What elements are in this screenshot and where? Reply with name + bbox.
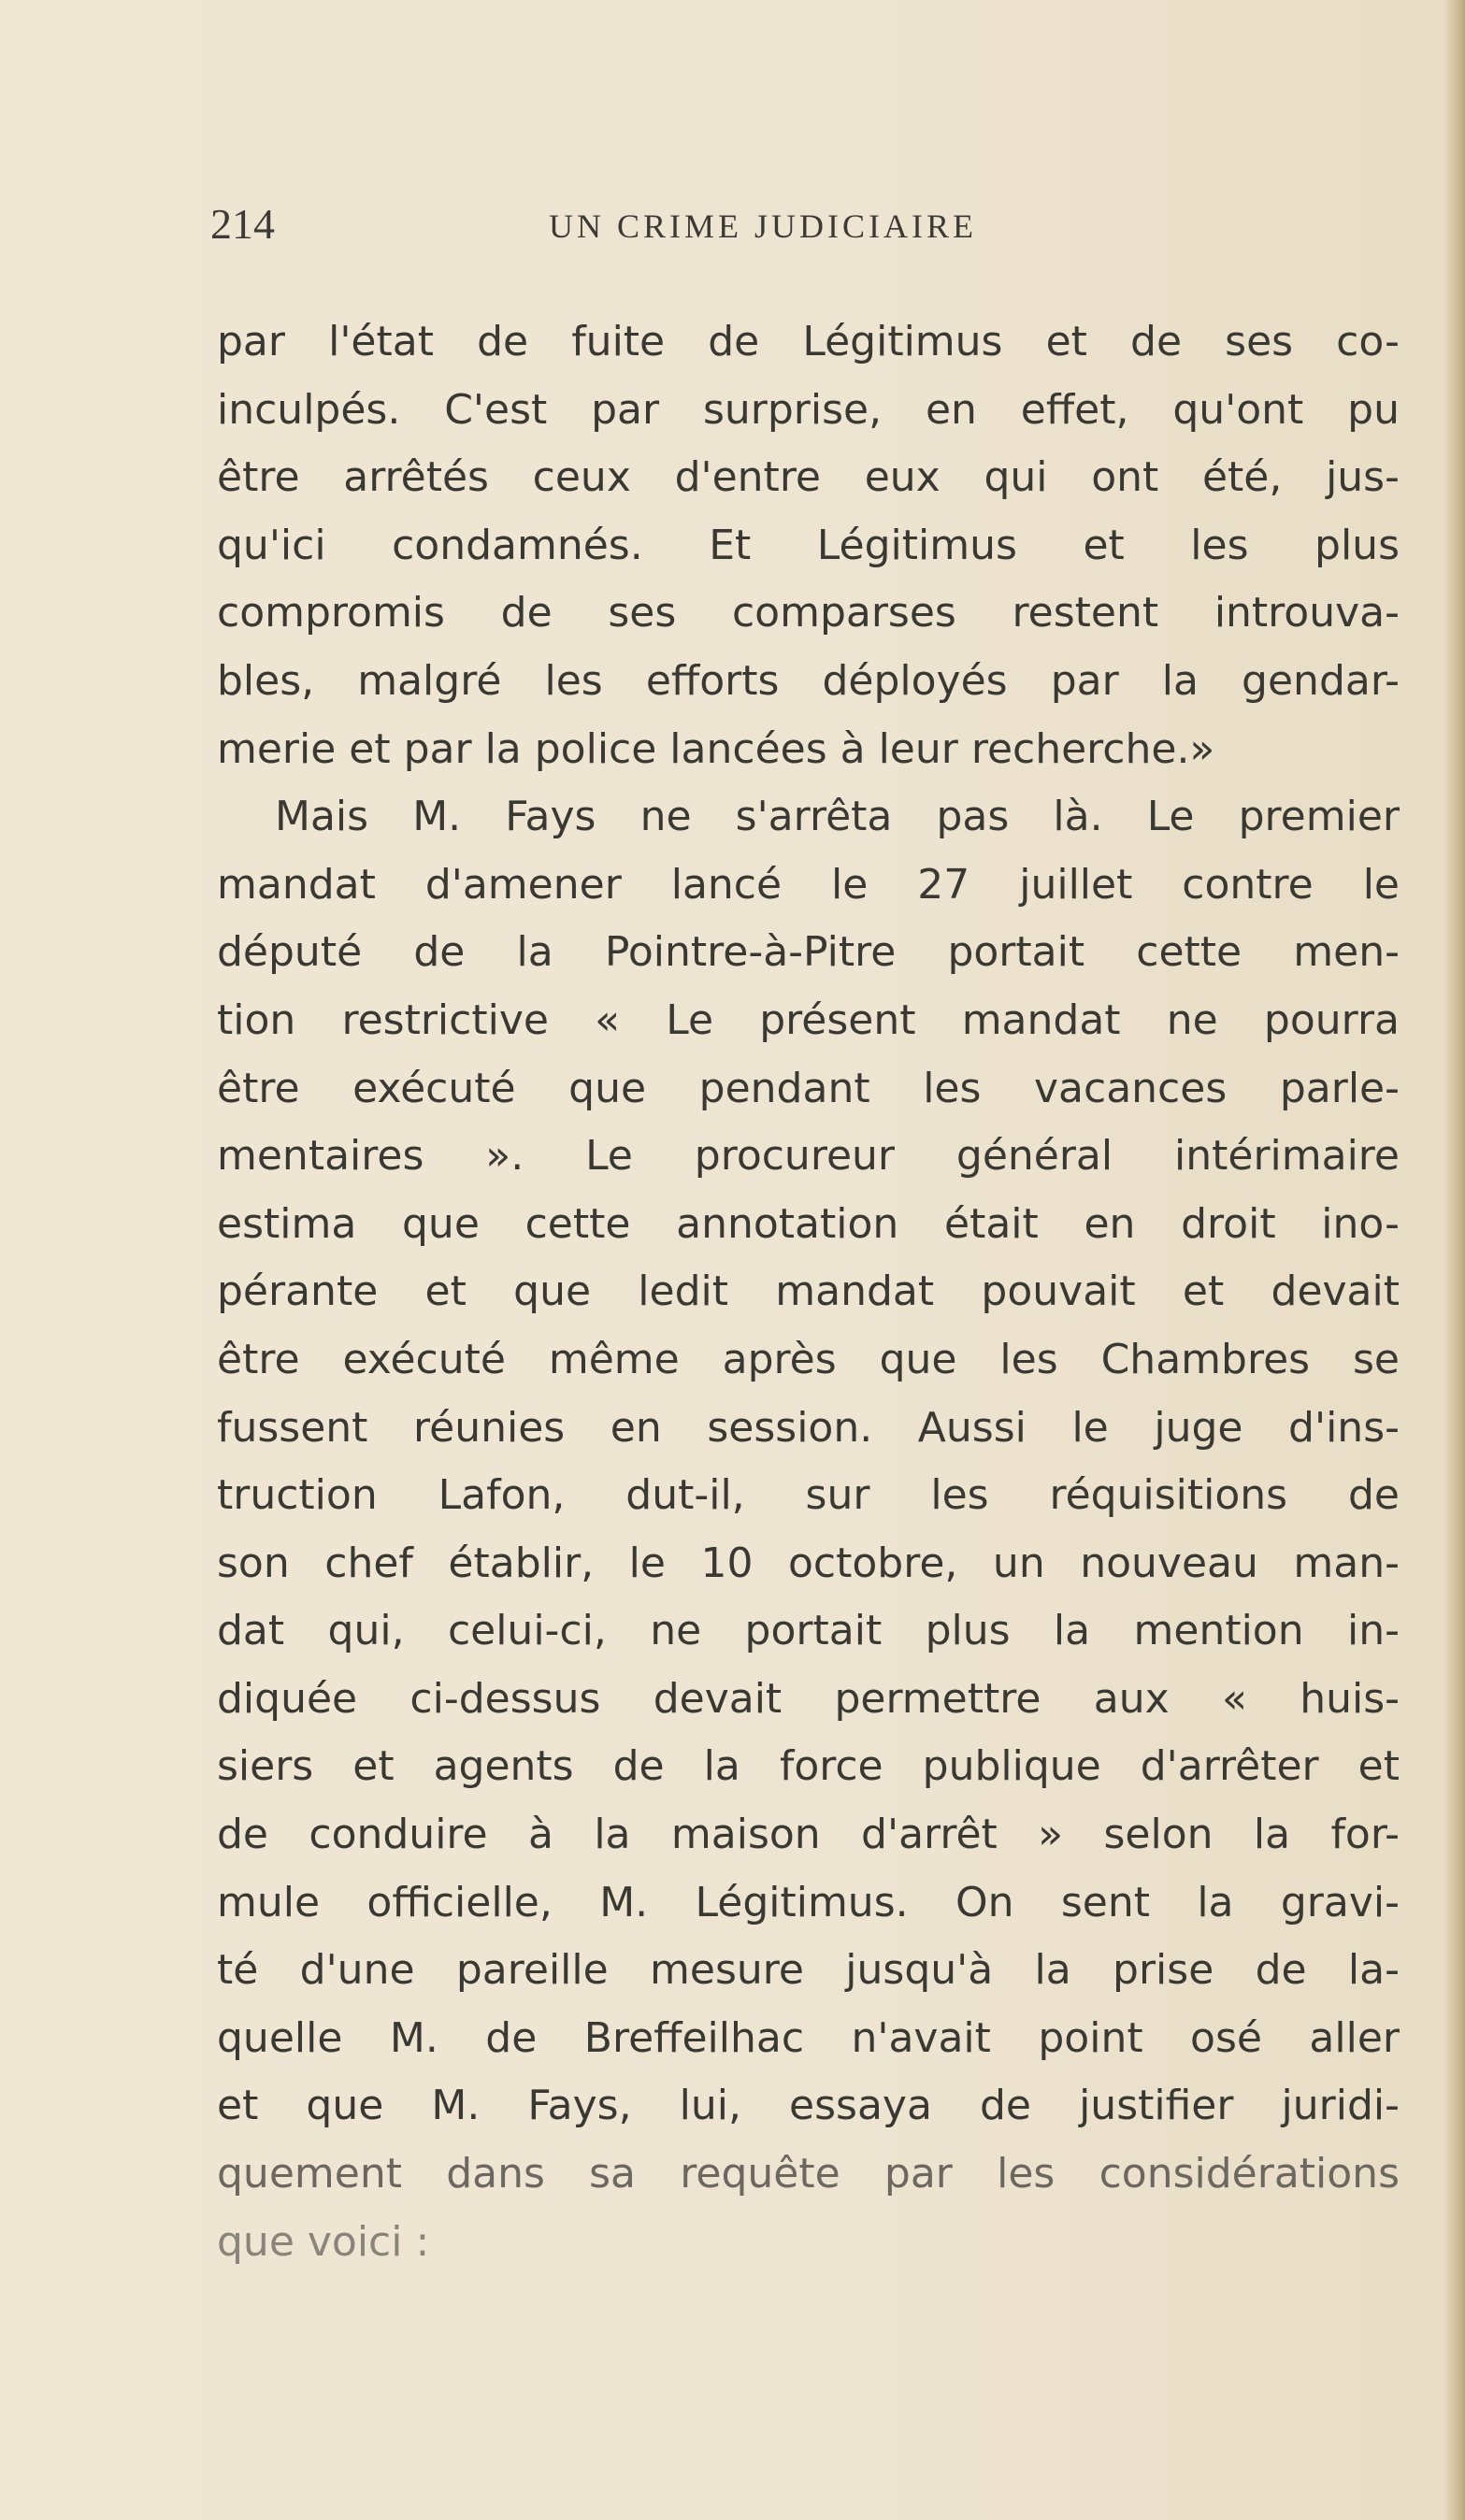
text-line: être arrêtés ceux d'entre eux qui ont été, jus-	[217, 453, 1400, 502]
page-header	[210, 199, 1407, 255]
text-line: mule officielle, M. Légitimus. On sent la gravi-	[217, 1878, 1400, 1926]
text-line: compromis de ses comparses restent introuva-	[217, 589, 1400, 637]
text-line: être exécuté que pendant les vacances parle-	[217, 1064, 1400, 1112]
text-line: de conduire à la maison d'arrêt » selon la for-	[217, 1811, 1400, 1859]
body-text	[217, 308, 1400, 2276]
text-line: estima que cette annotation était en droit ino-	[217, 1199, 1400, 1248]
text-line: tion restrictive « Le présent mandat ne pourra	[217, 995, 1400, 1044]
running-title: UN CRIME JUDICIAIRE	[549, 208, 977, 245]
text-line: par l'état de fuite de Légitimus et de ses co-	[217, 318, 1400, 365]
text-line: qu'ici condamnés. Et Légitimus et les plus	[217, 521, 1400, 569]
page-number: 214	[210, 200, 275, 248]
text-line: député de la Pointre-à-Pitre portait cette men-	[217, 928, 1400, 977]
text-line: que voici :	[217, 2217, 430, 2266]
text-line: pérante et que ledit mandat pouvait et devait	[217, 1267, 1400, 1316]
text-line: inculpés. C'est par surprise, en effet, qu'ont pu	[217, 385, 1400, 434]
text-line: té d'une pareille mesure jusqu'à la prise de la-	[217, 1946, 1400, 1995]
text-line: quelle M. de Breffeilhac n'avait point osé aller	[217, 2013, 1400, 2062]
text-line: et que M. Fays, lui, essaya de justifier juridi-	[217, 2082, 1400, 2130]
text-line: diquée ci-dessus devait permettre aux « huis-	[217, 1674, 1400, 1723]
page-edge	[1444, 0, 1465, 2520]
text-line: merie et par la police lancées à leur recherche.»	[217, 724, 1215, 773]
text-line: truction Lafon, dut-il, sur les réquisitions de	[217, 1471, 1400, 1520]
text-line: fussent réunies en session. Aussi le juge d'ins-	[217, 1403, 1400, 1452]
text-line: son chef établir, le 10 octobre, un nouveau man-	[217, 1539, 1400, 1587]
text-line: quement dans sa requête par les considérations	[217, 2150, 1400, 2198]
text-line: mandat d'amener lancé le 27 juillet contre le	[217, 860, 1400, 909]
text-line: mentaires ». Le procureur général intérimaire	[217, 1132, 1400, 1181]
text-line: dat qui, celui-ci, ne portait plus la mention in-	[217, 1607, 1400, 1655]
text-line: siers et agents de la force publique d'arrêter et	[217, 1742, 1400, 1791]
text-line: Mais M. Fays ne s'arrêta pas là. Le premier	[275, 793, 1400, 841]
text-line: être exécuté même après que les Chambres se	[217, 1335, 1400, 1383]
text-line: bles, malgré les efforts déployés par la gendar-	[217, 656, 1400, 705]
